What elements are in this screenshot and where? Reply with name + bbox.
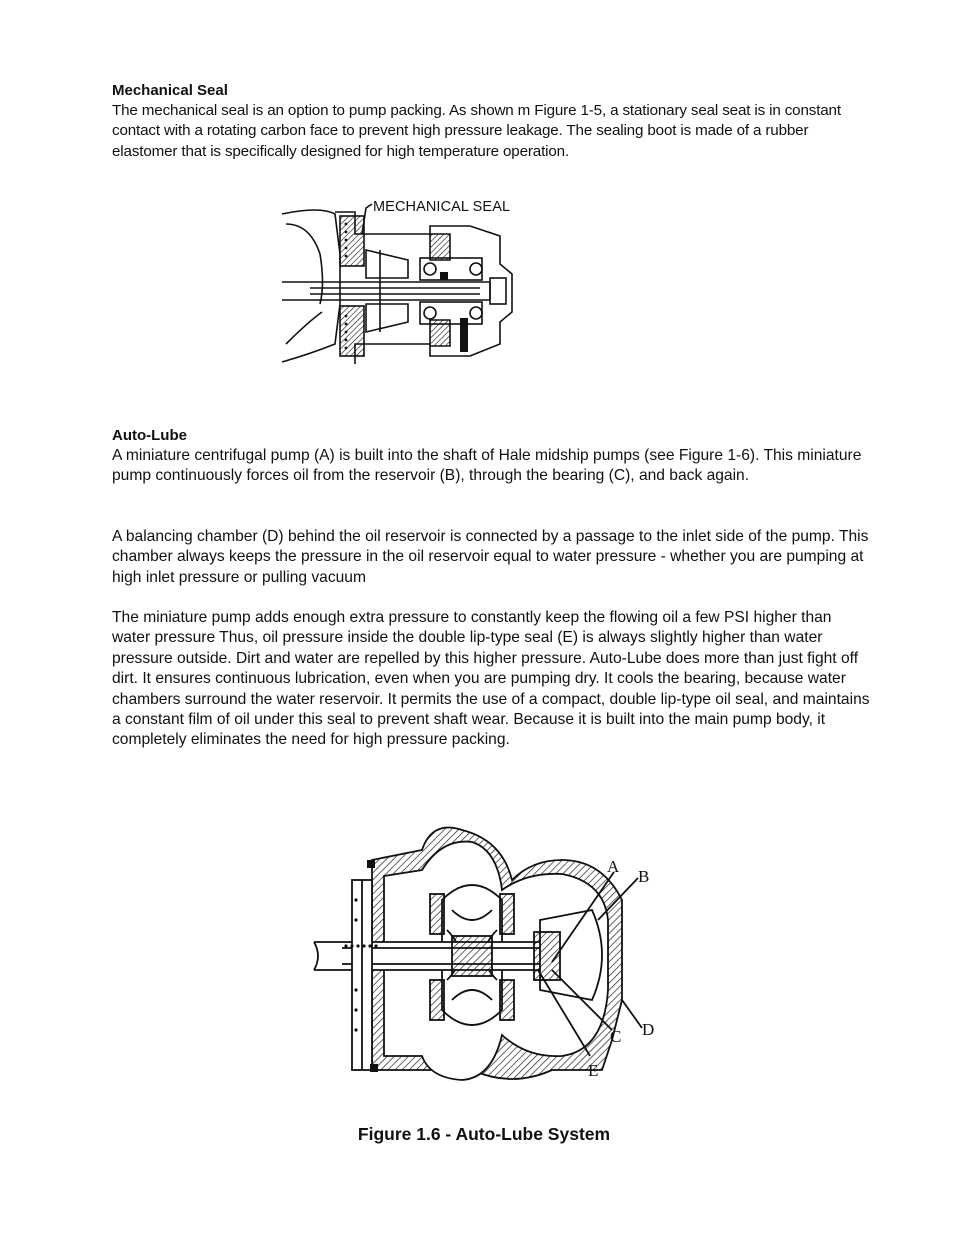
auto-lube-paragraph-1: A miniature centrifugal pump (A) is built into the shaft of Hale midship pumps (see Figure 1-6). This miniature pump continuously forces oil from the reservoir (B), through the bearing (C), and back again. <box>112 447 862 485</box>
callout-e: E <box>588 1061 599 1080</box>
mechanical-seal-diagram <box>280 194 530 366</box>
mechanical-seal-heading: Mechanical Seal <box>112 82 228 99</box>
callout-b: B <box>638 867 650 886</box>
mechanical-seal-paragraph: The mechanical seal is an option to pump packing. As shown m Figure 1-5, a stationary seal seat is in constant contact with a rotating carbon face to prevent high pressure leakage. The sealing boot is made of a rubber elastomer that is specifically designed for high temperature operation. <box>112 102 841 160</box>
mechanical-seal-label: MECHANICAL SEAL <box>373 199 511 215</box>
callout-a: A <box>607 857 620 876</box>
auto-lube-paragraph-2: A balancing chamber (D) behind the oil reservoir is connected by a passage to the inlet side of the pump. This chamber always keeps the pressure in the oil reservoir equal to water pressure - whether you are pumping at high inlet pressure or pulling vacuum <box>112 528 869 586</box>
auto-lube-heading: Auto-Lube <box>112 427 187 444</box>
figure-caption: Figure 1.6 - Auto-Lube System <box>357 1124 611 1144</box>
callout-c: C <box>610 1027 622 1046</box>
callout-d: D <box>642 1020 655 1039</box>
auto-lube-paragraph-3: The miniature pump adds enough extra pressure to constantly keep the flowing oil a few PSI higher than water pressure Thus, oil pressure inside the double lip-type seal (E) is always slightly higher than water pressure outside. Dirt and water are repelled by this higher pressure. Auto-Lube does more than just fight off dirt. It ensures continuous lubrication, even when you are pumping dry. It cools the bearing, because water chambers surround the water reservoir. It permits the use of a compact, double lip-type oil seal, and maintains a constant film of oil under this seal to prevent shaft wear. Because it is built into the main pump body, it completely eliminates the need for high pressure packing. <box>112 609 870 749</box>
